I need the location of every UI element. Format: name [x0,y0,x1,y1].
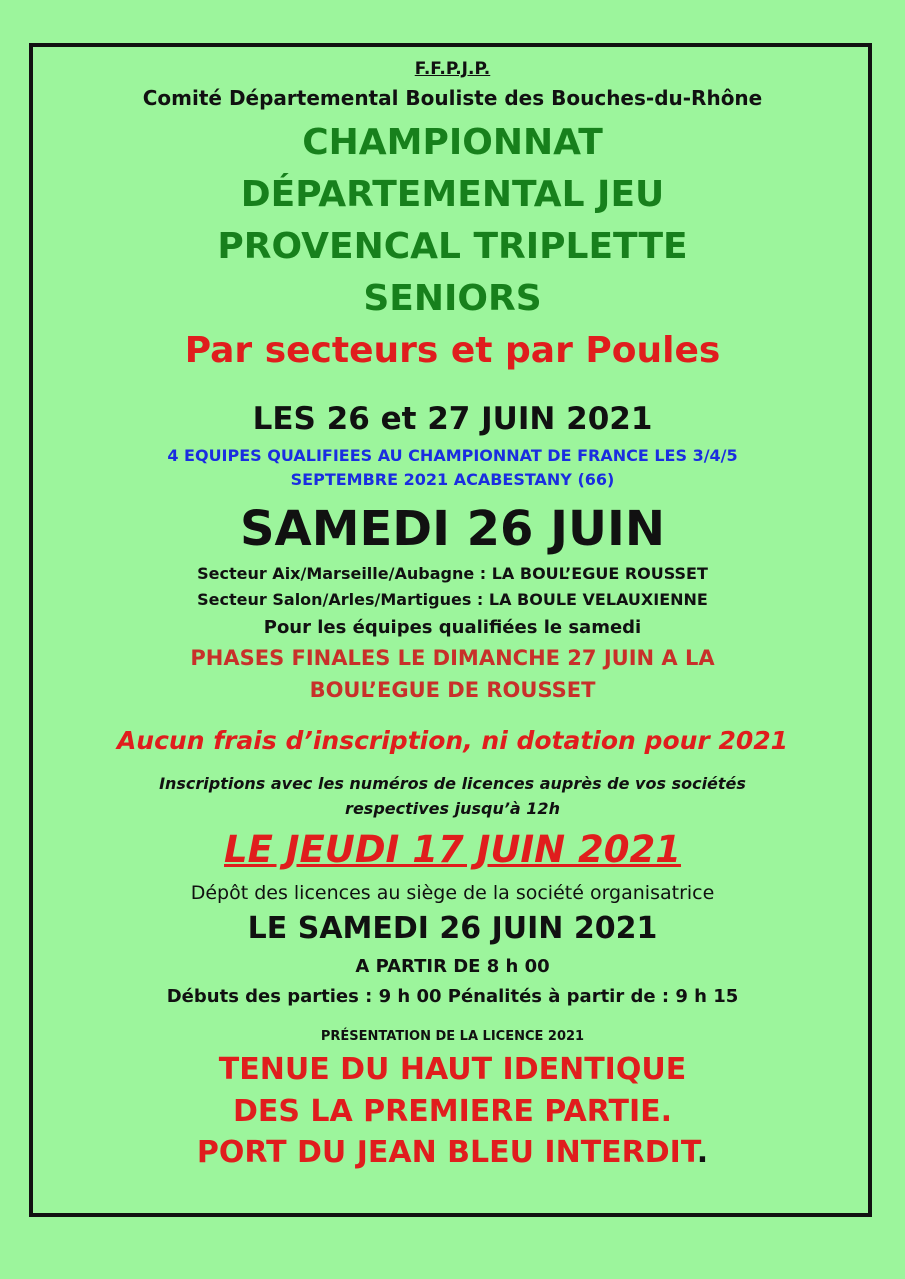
federation-name: F.F.P.J.P. [414,59,491,79]
saturday-heading: SAMEDI 26 JUIN [239,501,666,557]
deposit-time: A PARTIR DE 8 h 00 [355,956,550,977]
qualification-line-2: SEPTEMBRE 2021 ACABESTANY (66) [290,470,615,489]
fees-notice: Aucun frais d’inscription, ni dotation pour 2021 [116,726,789,755]
title-line-4: SENIORS [363,278,542,319]
title-line-1: CHAMPIONNAT [302,122,603,163]
committee-name: Comité Départemental Bouliste des Bouches-du-Rhône [142,86,763,110]
title-line-3: PROVENCAL TRIPLETTE [217,226,688,267]
finals-line-1: PHASES FINALES LE DIMANCHE 27 JUIN A LA [190,646,715,670]
game-start-times: Débuts des parties : 9 h 00 Pénalités à partir de : 9 h 15 [166,986,739,1007]
event-dates: LES 26 et 27 JUIN 2021 [252,401,653,437]
sector-1: Secteur Aix/Marseille/Aubagne : LA BOUL’EGUE ROUSSET [197,564,708,583]
registration-line-1: Inscriptions avec les numéros de licences auprès de vos sociétés [159,774,746,793]
jeans-rule-period: . [696,1135,709,1170]
sector-2: Secteur Salon/Arles/Martigues : LA BOULE VELAUXIENNE [197,590,708,609]
registration-deadline: LE JEUDI 17 JUIN 2021 [224,828,681,871]
outfit-rule-2: DES LA PREMIERE PARTIE. [232,1094,673,1129]
outfit-rule-1: TENUE DU HAUT IDENTIQUE [218,1052,687,1087]
jeans-rule [0,1135,905,1170]
title-line-2: DÉPARTEMENTAL JEU [240,174,665,215]
jeans-rule-text: PORT DU JEAN BLEU INTERDIT [196,1135,697,1170]
subtitle: Par secteurs et par Poules [184,330,721,371]
qualification-line-1: 4 EQUIPES QUALIFIEES AU CHAMPIONNAT DE FRANCE LES 3/4/5 [167,446,738,465]
registration-line-2: respectives jusqu’à 12h [345,799,560,818]
qualified-teams-note: Pour les équipes qualifiées le samedi [263,617,642,638]
licence-requirement: PRÉSENTATION DE LA LICENCE 2021 [320,1029,585,1044]
deposit-date: LE SAMEDI 26 JUIN 2021 [247,911,658,946]
deposit-text: Dépôt des licences au siège de la société organisatrice [190,882,715,904]
finals-line-2: BOUL’EGUE DE ROUSSET [309,678,596,702]
